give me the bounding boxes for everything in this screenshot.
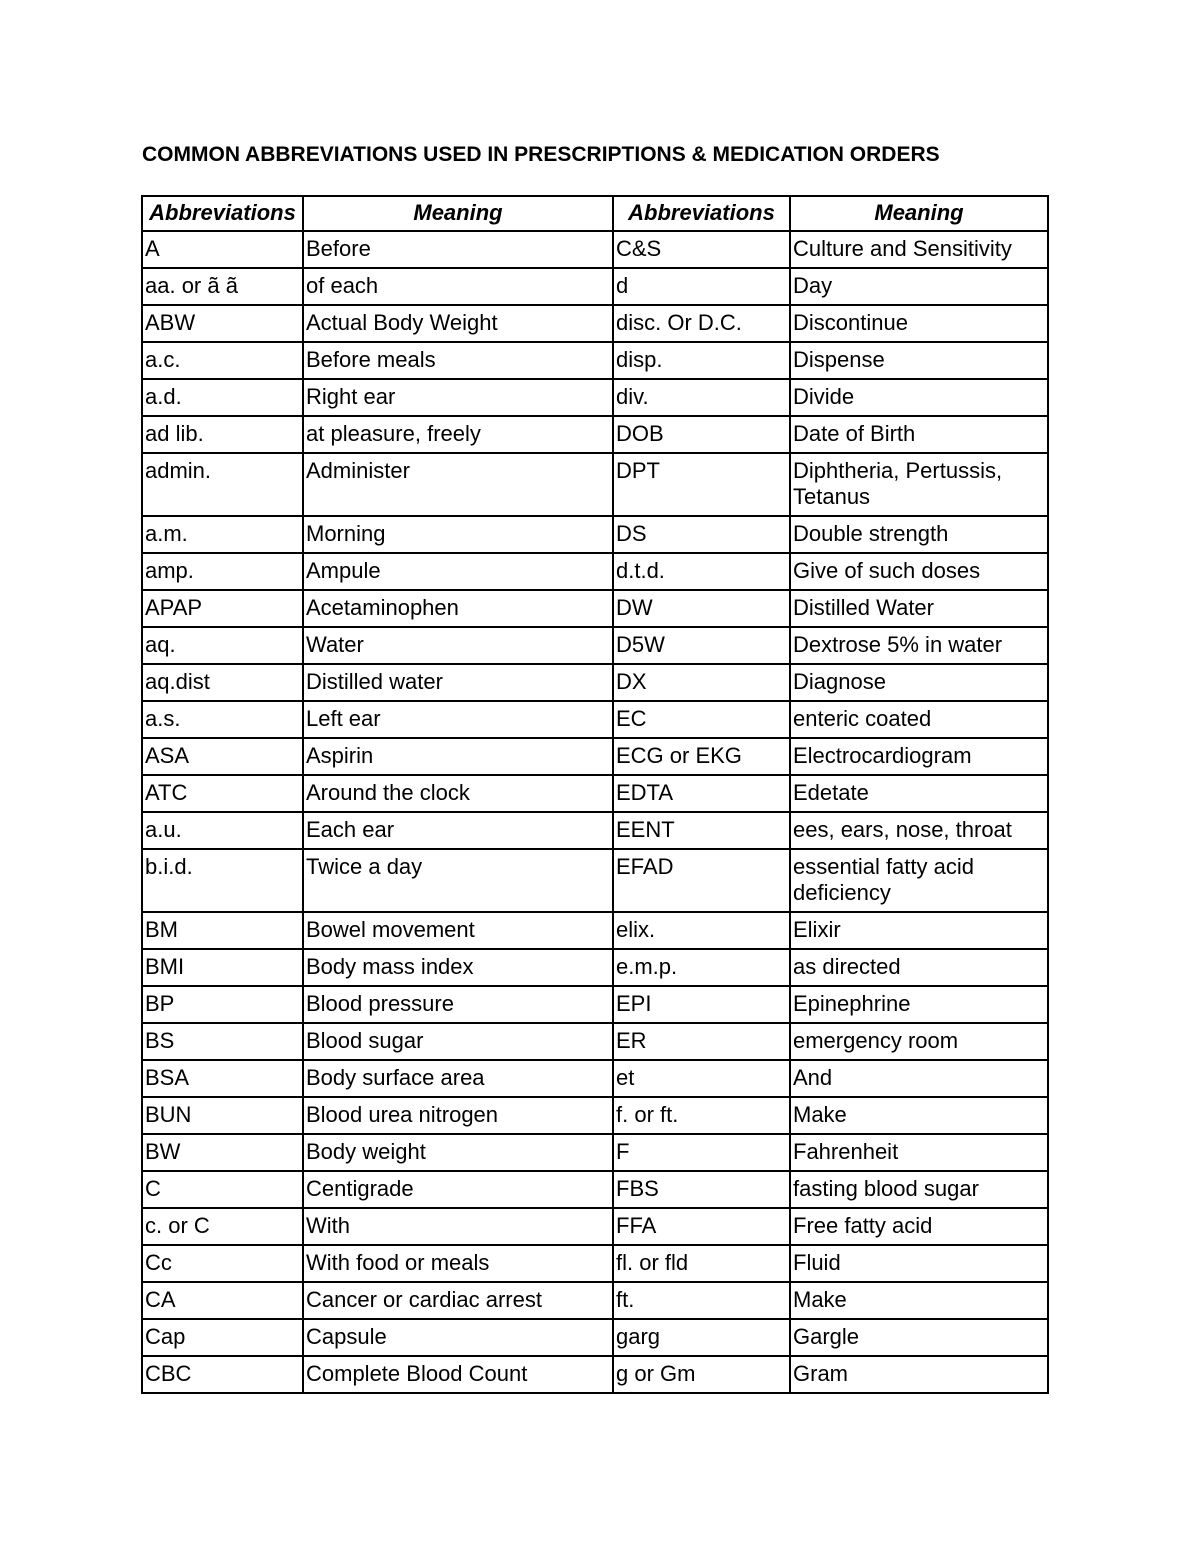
cell-abbreviation: C&S <box>613 231 790 268</box>
table-row <box>142 1282 1048 1319</box>
cell-meaning: Left ear <box>303 701 613 738</box>
cell-meaning: emergency room <box>790 1023 1048 1060</box>
cell-meaning: Distilled Water <box>790 590 1048 627</box>
table-row <box>142 1356 1048 1393</box>
cell-abbreviation: a.u. <box>142 812 303 849</box>
cell-abbreviation: a.d. <box>142 379 303 416</box>
cell-meaning: Make <box>790 1097 1048 1134</box>
cell-abbreviation: D5W <box>613 627 790 664</box>
cell-abbreviation: FBS <box>613 1171 790 1208</box>
cell-meaning: Administer <box>303 453 613 516</box>
table-row <box>142 1319 1048 1356</box>
cell-meaning: Give of such doses <box>790 553 1048 590</box>
cell-meaning: Body surface area <box>303 1060 613 1097</box>
cell-meaning: Fluid <box>790 1245 1048 1282</box>
cell-abbreviation: c. or C <box>142 1208 303 1245</box>
table-row <box>142 1208 1048 1245</box>
cell-meaning: Bowel movement <box>303 912 613 949</box>
table-row <box>142 1023 1048 1060</box>
abbreviations-table <box>141 195 1049 1394</box>
table-row <box>142 1245 1048 1282</box>
table-row <box>142 516 1048 553</box>
cell-meaning: With <box>303 1208 613 1245</box>
cell-meaning: Make <box>790 1282 1048 1319</box>
table-row <box>142 738 1048 775</box>
cell-abbreviation: a.s. <box>142 701 303 738</box>
cell-abbreviation: Cc <box>142 1245 303 1282</box>
table-row <box>142 664 1048 701</box>
cell-abbreviation: BS <box>142 1023 303 1060</box>
table-row <box>142 949 1048 986</box>
cell-abbreviation: BW <box>142 1134 303 1171</box>
cell-meaning: Body weight <box>303 1134 613 1171</box>
cell-abbreviation: disp. <box>613 342 790 379</box>
cell-abbreviation: admin. <box>142 453 303 516</box>
cell-meaning: Discontinue <box>790 305 1048 342</box>
cell-meaning: Twice a day <box>303 849 613 912</box>
cell-meaning: Gram <box>790 1356 1048 1393</box>
cell-abbreviation: ASA <box>142 738 303 775</box>
cell-meaning: Before meals <box>303 342 613 379</box>
table-row <box>142 379 1048 416</box>
cell-meaning: Capsule <box>303 1319 613 1356</box>
cell-abbreviation: elix. <box>613 912 790 949</box>
cell-abbreviation: EC <box>613 701 790 738</box>
cell-abbreviation: d <box>613 268 790 305</box>
cell-abbreviation: DPT <box>613 453 790 516</box>
cell-abbreviation: A <box>142 231 303 268</box>
table-row <box>142 268 1048 305</box>
cell-abbreviation: C <box>142 1171 303 1208</box>
cell-abbreviation: g or Gm <box>613 1356 790 1393</box>
table-row <box>142 1060 1048 1097</box>
table-row <box>142 416 1048 453</box>
cell-meaning: Body mass index <box>303 949 613 986</box>
cell-meaning: And <box>790 1060 1048 1097</box>
cell-abbreviation: ER <box>613 1023 790 1060</box>
cell-abbreviation: a.c. <box>142 342 303 379</box>
cell-meaning: enteric coated <box>790 701 1048 738</box>
table-row <box>142 453 1048 516</box>
table-row <box>142 986 1048 1023</box>
cell-abbreviation: ft. <box>613 1282 790 1319</box>
cell-meaning: essential fatty acid deficiency <box>790 849 1048 912</box>
cell-meaning: Distilled water <box>303 664 613 701</box>
cell-abbreviation: CBC <box>142 1356 303 1393</box>
cell-meaning: Elixir <box>790 912 1048 949</box>
table-row <box>142 231 1048 268</box>
cell-abbreviation: aa. or ã ã <box>142 268 303 305</box>
cell-meaning: Dextrose 5% in water <box>790 627 1048 664</box>
cell-abbreviation: aq. <box>142 627 303 664</box>
cell-meaning: of each <box>303 268 613 305</box>
cell-abbreviation: Cap <box>142 1319 303 1356</box>
table-row <box>142 627 1048 664</box>
table-row <box>142 701 1048 738</box>
cell-abbreviation: CA <box>142 1282 303 1319</box>
cell-meaning: Complete Blood Count <box>303 1356 613 1393</box>
cell-abbreviation: aq.dist <box>142 664 303 701</box>
cell-meaning: fasting blood sugar <box>790 1171 1048 1208</box>
column-header-abbreviations: Abbreviations <box>142 196 303 231</box>
cell-meaning: Blood urea nitrogen <box>303 1097 613 1134</box>
cell-meaning: Right ear <box>303 379 613 416</box>
cell-meaning: Before <box>303 231 613 268</box>
cell-abbreviation: BUN <box>142 1097 303 1134</box>
cell-abbreviation: disc. Or D.C. <box>613 305 790 342</box>
cell-abbreviation: BM <box>142 912 303 949</box>
cell-abbreviation: BP <box>142 986 303 1023</box>
cell-abbreviation: b.i.d. <box>142 849 303 912</box>
cell-abbreviation: d.t.d. <box>613 553 790 590</box>
cell-meaning: Divide <box>790 379 1048 416</box>
cell-abbreviation: fl. or fld <box>613 1245 790 1282</box>
cell-abbreviation: DX <box>613 664 790 701</box>
cell-abbreviation: a.m. <box>142 516 303 553</box>
cell-meaning: ees, ears, nose, throat <box>790 812 1048 849</box>
cell-meaning: Free fatty acid <box>790 1208 1048 1245</box>
cell-abbreviation: et <box>613 1060 790 1097</box>
cell-abbreviation: DOB <box>613 416 790 453</box>
cell-meaning: Blood pressure <box>303 986 613 1023</box>
cell-meaning: Epinephrine <box>790 986 1048 1023</box>
table-header-row <box>142 196 1048 231</box>
cell-abbreviation: F <box>613 1134 790 1171</box>
cell-meaning: Cancer or cardiac arrest <box>303 1282 613 1319</box>
table-row <box>142 912 1048 949</box>
cell-meaning: Acetaminophen <box>303 590 613 627</box>
cell-abbreviation: div. <box>613 379 790 416</box>
cell-meaning: Diphtheria, Pertussis, Tetanus <box>790 453 1048 516</box>
table-row <box>142 812 1048 849</box>
cell-abbreviation: EDTA <box>613 775 790 812</box>
table-row <box>142 342 1048 379</box>
cell-abbreviation: EFAD <box>613 849 790 912</box>
cell-abbreviation: ATC <box>142 775 303 812</box>
cell-abbreviation: BSA <box>142 1060 303 1097</box>
table-row <box>142 553 1048 590</box>
cell-abbreviation: ad lib. <box>142 416 303 453</box>
cell-meaning: Double strength <box>790 516 1048 553</box>
cell-meaning: Blood sugar <box>303 1023 613 1060</box>
cell-abbreviation: garg <box>613 1319 790 1356</box>
cell-abbreviation: EENT <box>613 812 790 849</box>
cell-meaning: Centigrade <box>303 1171 613 1208</box>
cell-meaning: Each ear <box>303 812 613 849</box>
cell-meaning: Diagnose <box>790 664 1048 701</box>
column-header-meaning: Meaning <box>303 196 613 231</box>
cell-abbreviation: FFA <box>613 1208 790 1245</box>
cell-meaning: Aspirin <box>303 738 613 775</box>
table-row <box>142 590 1048 627</box>
cell-meaning: Gargle <box>790 1319 1048 1356</box>
cell-meaning: Date of Birth <box>790 416 1048 453</box>
cell-abbreviation: ECG or EKG <box>613 738 790 775</box>
table-row <box>142 1134 1048 1171</box>
cell-meaning: Actual Body Weight <box>303 305 613 342</box>
cell-meaning: Fahrenheit <box>790 1134 1048 1171</box>
cell-meaning: at pleasure, freely <box>303 416 613 453</box>
cell-meaning: Electrocardiogram <box>790 738 1048 775</box>
cell-meaning: Edetate <box>790 775 1048 812</box>
cell-meaning: Ampule <box>303 553 613 590</box>
cell-meaning: Dispense <box>790 342 1048 379</box>
cell-abbreviation: APAP <box>142 590 303 627</box>
table-row <box>142 305 1048 342</box>
cell-meaning: Water <box>303 627 613 664</box>
cell-meaning: Morning <box>303 516 613 553</box>
table-row <box>142 1171 1048 1208</box>
cell-meaning: Culture and Sensitivity <box>790 231 1048 268</box>
cell-abbreviation: amp. <box>142 553 303 590</box>
cell-meaning: Around the clock <box>303 775 613 812</box>
cell-abbreviation: EPI <box>613 986 790 1023</box>
page-title: COMMON ABBREVIATIONS USED IN PRESCRIPTIONS & MEDICATION ORDERS <box>142 143 940 166</box>
table-row <box>142 775 1048 812</box>
table-body <box>142 231 1048 1393</box>
table-row <box>142 1097 1048 1134</box>
column-header-meaning: Meaning <box>790 196 1048 231</box>
cell-abbreviation: e.m.p. <box>613 949 790 986</box>
cell-abbreviation: DW <box>613 590 790 627</box>
cell-meaning: With food or meals <box>303 1245 613 1282</box>
table-row <box>142 849 1048 912</box>
cell-abbreviation: BMI <box>142 949 303 986</box>
cell-abbreviation: DS <box>613 516 790 553</box>
cell-meaning: Day <box>790 268 1048 305</box>
cell-abbreviation: ABW <box>142 305 303 342</box>
cell-abbreviation: f. or ft. <box>613 1097 790 1134</box>
column-header-abbreviations: Abbreviations <box>613 196 790 231</box>
cell-meaning: as directed <box>790 949 1048 986</box>
